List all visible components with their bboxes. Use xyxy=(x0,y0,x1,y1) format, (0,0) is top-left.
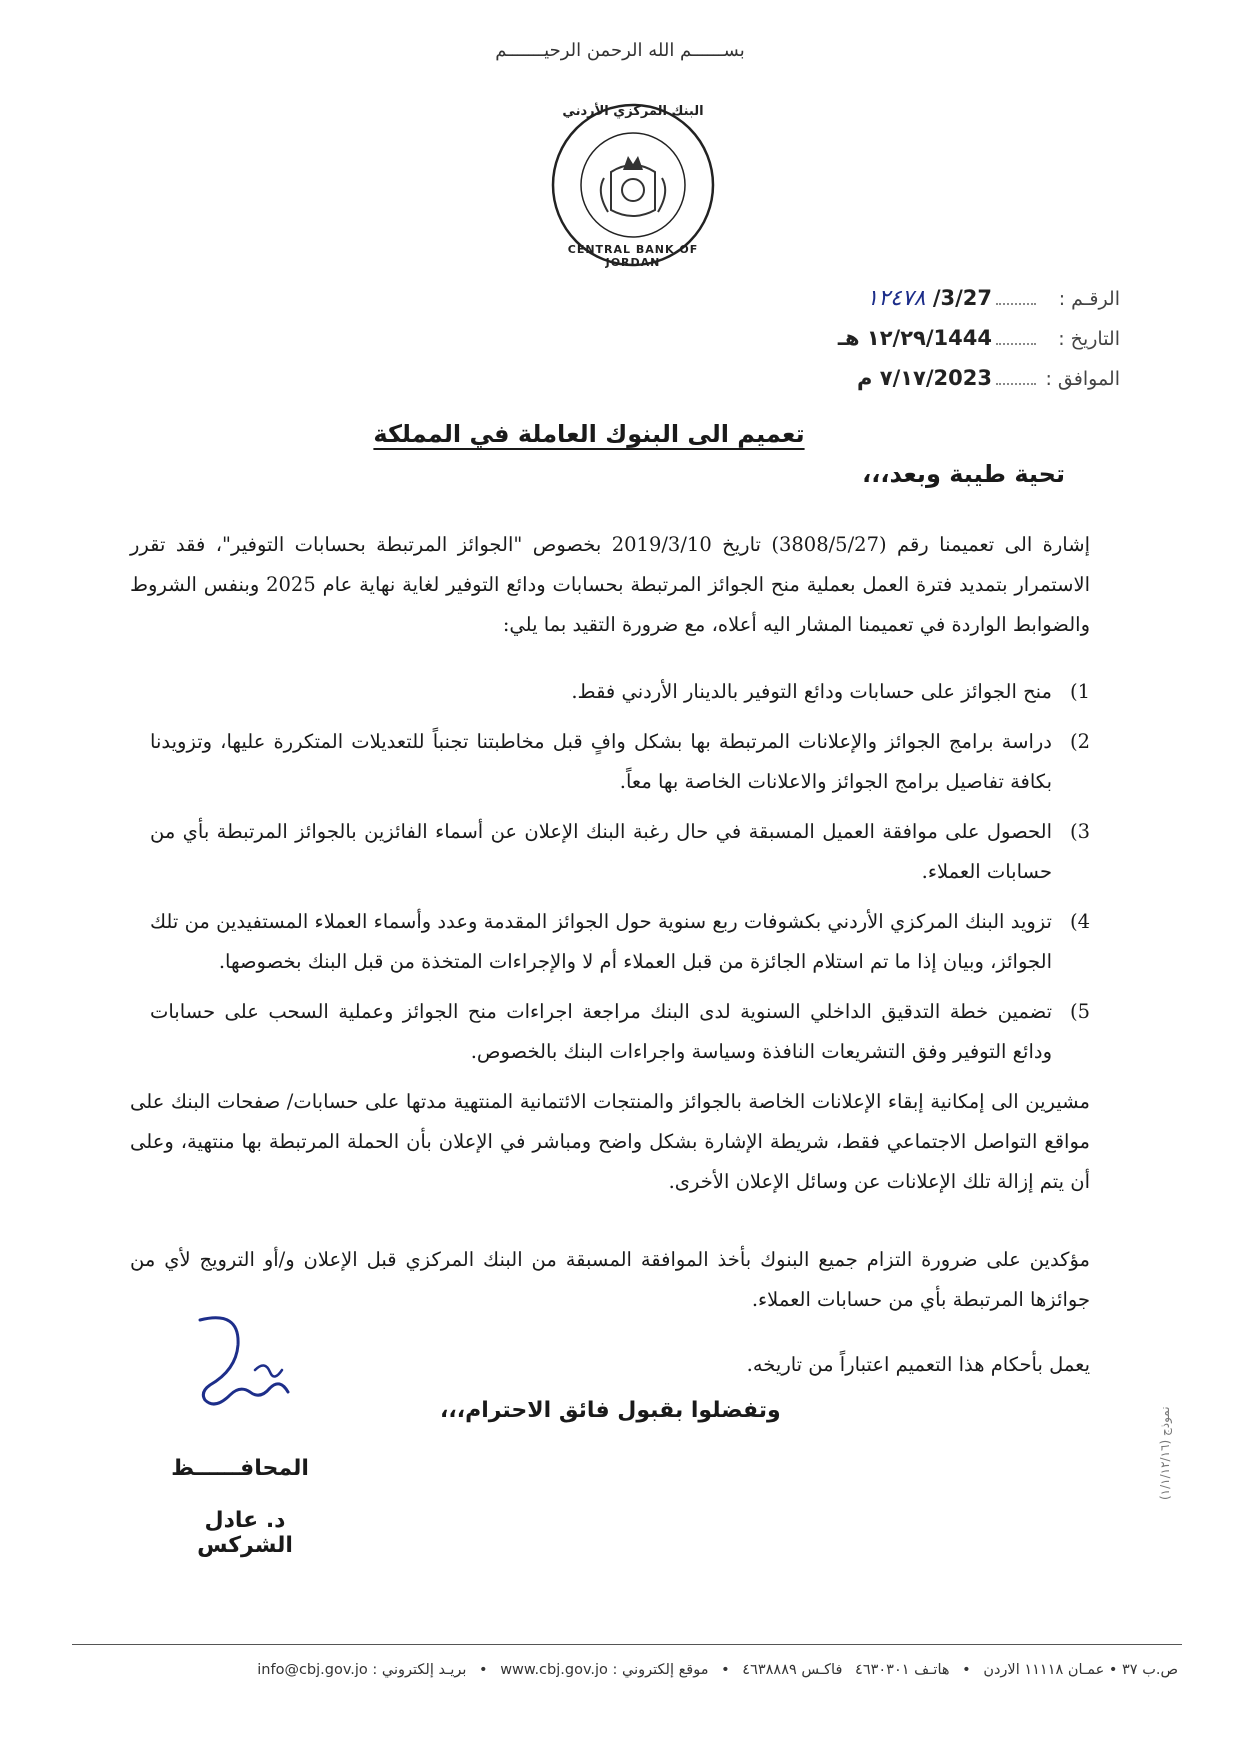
signatory-name: د. عادل الشركس xyxy=(197,1508,293,1558)
seal-text-ar: البنك المركزي الأردني xyxy=(562,104,704,119)
basmala: بســــــم الله الرحمن الرحيـــــــم xyxy=(495,40,745,61)
reference-number-printed: /3/27 xyxy=(932,286,992,310)
reference-number-handwritten: ١٢٤٧٨ xyxy=(866,286,926,311)
hijri-date-value: 1444/١٢/٢٩ هـ xyxy=(837,326,992,350)
greeting: تحية طيبة وبعد،،، xyxy=(862,460,1065,488)
separator: • xyxy=(721,1662,730,1678)
footer-address: ص.ب ٣٧ • عمـان ١١١١٨ الاردن xyxy=(983,1662,1178,1678)
gregorian-date-value: 2023/٧/١٧ م xyxy=(857,366,992,390)
footer-fax: فاكـس ٤٦٣٨٨٨٩ xyxy=(742,1662,843,1678)
separator: • xyxy=(479,1662,488,1678)
signatory-title: المحافــــــظ xyxy=(171,1456,309,1481)
list-item: 2) دراسة برامج الجوائز والإعلانات المرتبطة بها بشكل وافٍ قبل مخاطبتنا تجنباً للتعديلات المتكررة عليها، وتزويدنا بكافة تفاصيل برامج الجوائز والاعلانات الخاصة بها معاً. xyxy=(150,730,1090,793)
footer-phone: هاتـف ٤٦٣٠٣٠١ xyxy=(855,1662,950,1678)
seal-text-en: CENTRAL BANK OF JORDAN xyxy=(567,243,699,269)
list-item: 1) منح الجوائز على حسابات ودائع التوفير بالدينار الأردني فقط. xyxy=(571,680,1090,703)
ads-paragraph: مشيرين الى إمكانية إبقاء الإعلانات الخاصة بالجوائز والمنتجات الائتمانية المنتهية مدتها على حسابات/ صفحات البنك على مواقع التواصل الاجتماعي فقط، شريطة الإشارة بشكل واضح ومباشر في الإعلان بأن الحملة المرتبطة بها منتهية، وعلى أن يتم إزالة تلك الإعلانات عن وسائل الإعلان الأخرى. xyxy=(130,1090,1090,1193)
list-item: 4) تزويد البنك المركزي الأردني بكشوفات ربع سنوية حول الجوائز المقدمة وعدد وأسماء العملاء المستفيدين من تلك الجوائز، وبيان إذا ما تم استلام الجائزة من قبل العملاء أم لا والإجراءات المتخذة من قبل البنك بخصوصها. xyxy=(150,910,1090,973)
handwritten-signature xyxy=(170,1300,310,1440)
footer-contact xyxy=(72,1662,1182,1678)
footer-email[interactable]: بريـد إلكتروني : info@cbj.gov.jo xyxy=(257,1662,467,1678)
approval-paragraph: مؤكدين على ضرورة التزام جميع البنوك بأخذ الموافقة المسبقة من البنك المركزي قبل الإعلان و/أو الترويج لأي من جوائزها المرتبطة بأي من حسابات العملاء. xyxy=(130,1248,1090,1311)
gregorian-date-row xyxy=(700,365,1120,405)
footer-website[interactable]: موقع إلكتروني : www.cbj.gov.jo xyxy=(500,1662,709,1678)
reference-number-row xyxy=(700,285,1120,325)
reference-number-label: الرقـم : xyxy=(1058,288,1120,310)
list-item: 5) تضمين خطة التدقيق الداخلي السنوية لدى البنك مراجعة اجراءات منح الجوائز وعملية السحب على حسابات ودائع التوفير وفق التشريعات النافذة وسياسة واجراءات البنك بالخصوص. xyxy=(150,1000,1090,1063)
form-code: نموذج (١/١/١٢/١٦) xyxy=(1158,1406,1172,1500)
gregorian-date-label: الموافق : xyxy=(1045,368,1120,390)
reference-block xyxy=(700,285,1120,405)
requirements-list xyxy=(150,672,1090,1082)
dotted-line xyxy=(996,365,1036,385)
reference-number-value xyxy=(866,286,992,311)
hijri-date-row xyxy=(700,325,1120,365)
hijri-date-label: التاريخ : xyxy=(1058,328,1120,350)
list-item: 3) الحصول على موافقة العميل المسبقة في حال رغبة البنك الإعلان عن أسماء الفائزين بالجوائز المرتبطة بأي من حسابات العملاء. xyxy=(150,820,1090,883)
intro-paragraph: إشارة الى تعميمنا رقم (3808/5/27) تاريخ 2019/3/10 بخصوص "الجوائز المرتبطة بحسابات التوفير"، فقد تقرر الاستمرار بتمديد فترة العمل بعملية منح الجوائز المرتبطة بحسابات ودائع التوفير لغاية نهاية عام 2025 وبنفس الشروط والضوابط الواردة في تعميمنا المشار اليه أعلاه، مع ضرورة التقيد بما يلي: xyxy=(130,533,1090,636)
effective-paragraph: يعمل بأحكام هذا التعميم اعتباراً من تاريخه. xyxy=(746,1353,1090,1376)
closing-line: وتفضلوا بقبول فائق الاحترام،،، xyxy=(440,1398,781,1423)
separator: • xyxy=(962,1662,971,1678)
circular-title: تعميم الى البنوك العاملة في المملكة xyxy=(373,420,805,448)
dotted-line xyxy=(996,285,1036,305)
footer-divider xyxy=(72,1644,1182,1645)
dotted-line xyxy=(996,325,1036,345)
